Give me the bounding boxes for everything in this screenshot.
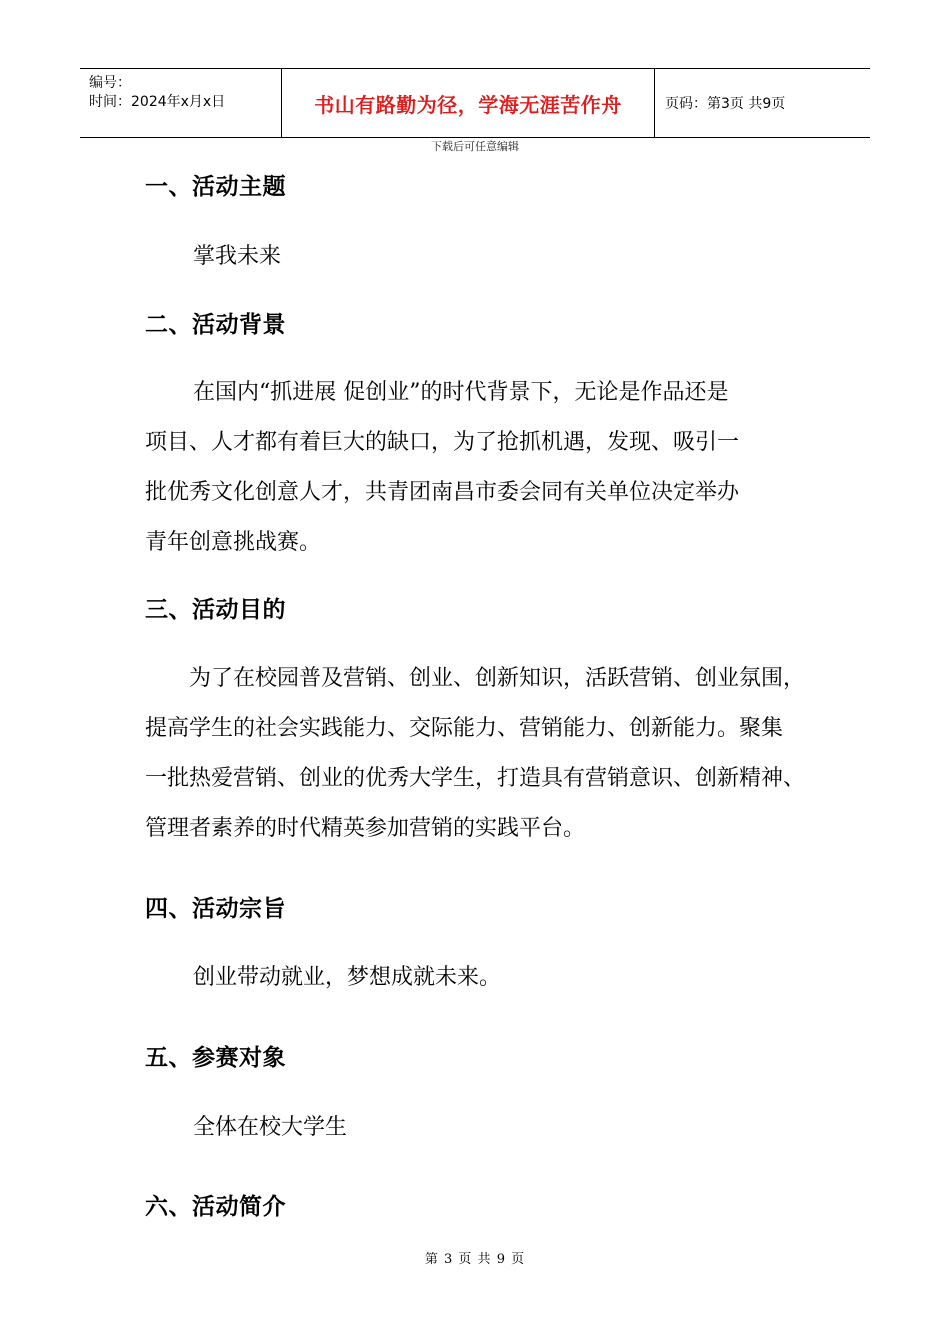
page-footer: 第 3 页 共 9 页 xyxy=(424,1252,526,1267)
paragraph-line: 项目、人才都有着巨大的缺口，为了抢抓机遇，发现、吸引一 xyxy=(145,430,740,455)
paragraph-line: 批优秀文化创意人才，共青团南昌市委会同有关单位决定举办 xyxy=(145,480,740,505)
section-body-5: 全体在校大学生 xyxy=(193,1115,348,1140)
section-heading-3: 三、活动目的 xyxy=(145,597,286,623)
paragraph-line: 在国内“抓进展 促创业”的时代背景下，无论是作品还是 xyxy=(193,380,729,405)
section-heading-5: 五、参赛对象 xyxy=(145,1045,286,1071)
section-body-2 xyxy=(145,368,825,568)
section-heading-6: 六、活动简介 xyxy=(145,1194,286,1220)
section-body-3 xyxy=(145,654,825,854)
document-header xyxy=(80,68,870,138)
paragraph-line: 一批热爱营销、创业的优秀大学生，打造具有营销意识、创新精神、 xyxy=(145,766,806,791)
number-label: 编号： xyxy=(89,75,131,91)
paragraph-line: 提高学生的社会实践能力、交际能力、营销能力、创新能力。聚集 xyxy=(145,716,784,741)
date-label: 时间：2024年x月x日 xyxy=(89,94,226,110)
paragraph-line: 青年创意挑战赛。 xyxy=(145,530,322,555)
page-info: 页码：第3页 共9页 xyxy=(665,96,786,112)
edit-note: 下载后可任意编辑 xyxy=(431,140,519,153)
section-body-1: 掌我未来 xyxy=(193,244,282,269)
header-motto-cell xyxy=(282,69,655,137)
paragraph-line: 为了在校园普及营销、创业、创新知识，活跃营销、创业氛围， xyxy=(189,666,806,691)
section-heading-4: 四、活动宗旨 xyxy=(145,896,286,922)
header-meta-cell xyxy=(80,69,282,137)
motto: 书山有路勤为径，学海无涯苦作舟 xyxy=(314,92,622,117)
section-heading-2: 二、活动背景 xyxy=(145,312,286,338)
section-body-4: 创业带动就业，梦想成就未来。 xyxy=(193,965,502,990)
section-heading-1: 一、活动主题 xyxy=(145,174,286,200)
paragraph-line: 管理者素养的时代精英参加营销的实践平台。 xyxy=(145,816,586,841)
